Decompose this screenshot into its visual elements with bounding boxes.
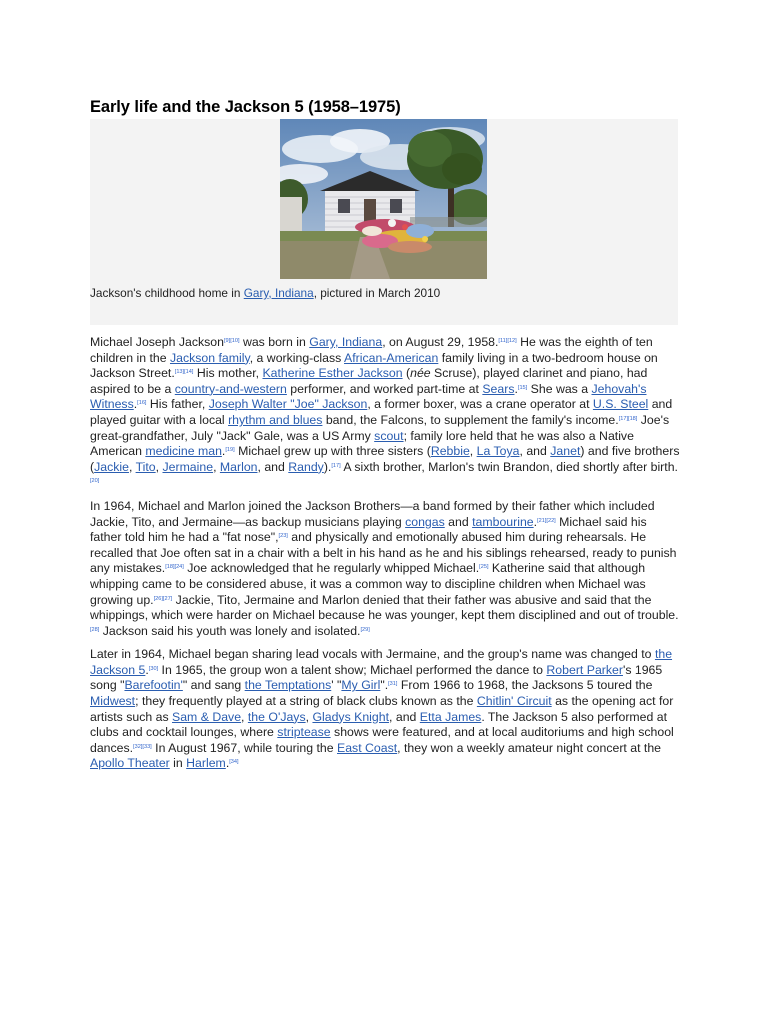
reference-link[interactable]: [22] xyxy=(546,517,556,524)
caption-text: Jackson's childhood home in xyxy=(90,286,244,300)
text-run: Katherine said that although whipping came to be considered abuse, it was a common way to discipline children when Michael was growing up. xyxy=(90,561,646,607)
paragraph-1 xyxy=(90,335,680,491)
text-run: Scruse), played clarinet and piano, had aspired to be a xyxy=(90,366,648,396)
text-run: His mother, xyxy=(193,366,263,381)
text-run: ' " xyxy=(331,678,342,693)
link-congas[interactable]: congas xyxy=(405,514,445,529)
text-run: ; family lore held that he was also a Native American xyxy=(90,428,634,459)
text-run: and xyxy=(444,514,473,529)
text-run: Joe's great-grandfather, July "Jack" Gale, was a US Army xyxy=(90,412,670,443)
reference-link[interactable]: [19] xyxy=(225,447,235,454)
reference-link[interactable]: [32][33] xyxy=(133,743,152,750)
link-randy[interactable]: Randy xyxy=(288,459,324,474)
text-run: , a former boxer, was a crane operator at xyxy=(367,397,593,412)
text-run: , and xyxy=(389,709,420,724)
text-run: ". xyxy=(380,678,389,693)
reference-link[interactable]: [11][12] xyxy=(498,338,517,344)
link-african-american[interactable]: African-American xyxy=(344,350,439,365)
link-country-and-western[interactable]: country-and-western xyxy=(174,381,287,396)
link-medicine-man[interactable]: medicine man xyxy=(145,444,222,459)
link-rhythm-and-blues[interactable]: rhythm and blues xyxy=(228,412,323,427)
reference-link[interactable]: [16] xyxy=(137,400,147,407)
reference-link[interactable]: [31] xyxy=(388,681,398,688)
reference-link[interactable]: [34] xyxy=(229,759,239,766)
text-run: Joe acknowledged that he regularly whipped Michael. xyxy=(183,561,480,576)
text-run: , xyxy=(213,459,220,474)
text-run: ( xyxy=(402,366,411,381)
reference-link[interactable]: [30] xyxy=(148,665,159,672)
link-robert-parker[interactable]: Robert Parker xyxy=(546,662,623,677)
text-run: , a working-class xyxy=(249,350,345,365)
link-tambourine[interactable]: tambourine xyxy=(472,514,534,529)
link-marlon[interactable]: Marlon xyxy=(219,459,258,474)
reference-link[interactable]: [29] xyxy=(360,626,370,633)
link-apollo-theater[interactable]: Apollo Theater xyxy=(90,756,170,771)
italic-text: née xyxy=(410,366,431,381)
text-run: shows were featured, and at local auditoriums and high school dances. xyxy=(90,725,674,755)
text-run: in xyxy=(169,756,187,771)
text-run: ) and five brothers ( xyxy=(90,444,680,474)
text-run: was born in xyxy=(239,335,310,349)
link-the-temptations[interactable]: the Temptations xyxy=(244,678,332,693)
text-run: Jackson said his youth was lonely and isolated. xyxy=(99,623,361,638)
text-run: In 1964, Michael and Marlon joined the Jackson Brothers—a band formed by their father which included Jackie, Tito, and Jermaine—as backup musicians playing xyxy=(90,498,655,529)
paragraph-2 xyxy=(90,499,680,639)
text-run: . The Jackson 5 also performed at clubs and cocktail lounges, where xyxy=(90,709,668,740)
link-sam-dave[interactable]: Sam & Dave xyxy=(172,709,242,724)
text-run: and physically and emotionally abused him during rehearsals. He recalled that Joe often sat in a chair with a belt in his hand as he and his siblings rehearsed, ready to punish any mistakes. xyxy=(90,530,677,576)
text-run: Michael Joseph Jackson xyxy=(90,335,224,349)
reference-link[interactable]: [17] xyxy=(331,462,341,469)
text-run: " and sang xyxy=(182,678,245,693)
figure xyxy=(90,119,678,325)
text-run: band, the Falcons, to supplement the family's income. xyxy=(322,412,619,427)
text-run: , and xyxy=(257,459,289,474)
link-jehovah-s-witness[interactable]: Jehovah's Witness xyxy=(90,381,647,412)
reference-link[interactable]: [15] xyxy=(517,384,528,391)
link-rebbie[interactable]: Rebbie xyxy=(430,444,470,459)
text-run: In August 1967, while touring the xyxy=(151,740,338,755)
childhood-home-photo xyxy=(280,119,487,279)
text-run: A sixth brother, Marlon's twin Brandon, died shortly after birth. xyxy=(340,459,678,474)
reference-link[interactable]: [23] xyxy=(278,533,288,540)
link-gary-indiana[interactable]: Gary, Indiana xyxy=(243,286,314,300)
text-run: family living in a two-bedroom house on Jackson Street. xyxy=(90,350,658,381)
link-the-o-jays[interactable]: the O'Jays xyxy=(247,709,306,724)
paragraph-3 xyxy=(90,647,680,772)
text-run: ; they frequently played at a string of black clubs known as the xyxy=(135,694,477,709)
text-run: Jackie, Tito, Jermaine and Marlon denied that their father was abusive and said that the whippings, which were harder on Michael because he was younger, kept them disciplined and out of trouble. xyxy=(90,592,679,623)
reference-link[interactable]: [26][27] xyxy=(153,595,173,602)
text-run: . xyxy=(225,756,230,771)
link-katherine-esther-jackson[interactable]: Katherine Esther Jackson xyxy=(262,366,403,381)
link-the-jackson-5[interactable]: the Jackson 5 xyxy=(90,647,673,677)
link-gladys-knight[interactable]: Gladys Knight xyxy=(312,709,390,724)
text-run: She was a xyxy=(527,381,592,396)
link-chitlin-circuit[interactable]: Chitlin' Circuit xyxy=(476,694,552,709)
text-run: 's 1965 song " xyxy=(90,662,663,693)
link-harlem[interactable]: Harlem xyxy=(186,756,226,771)
text-run: ). xyxy=(323,459,332,474)
reference-link[interactable]: [13][14] xyxy=(174,369,194,376)
text-run: His father, xyxy=(146,397,209,412)
link-janet[interactable]: Janet xyxy=(550,444,581,459)
text-run: , xyxy=(469,444,477,459)
link-u-s-steel[interactable]: U.S. Steel xyxy=(592,397,649,412)
link-jackie[interactable]: Jackie xyxy=(94,459,129,474)
reference-link[interactable]: [17][18] xyxy=(618,415,638,422)
text-run: , they won a weekly amateur night concert at the xyxy=(397,740,662,755)
article-section xyxy=(90,95,680,772)
link-my-girl[interactable]: My Girl xyxy=(341,678,381,693)
text-run: , on August 29, 1958. xyxy=(382,335,499,349)
text-run: . xyxy=(533,514,538,529)
link-la-toya[interactable]: La Toya xyxy=(476,444,520,459)
reference-link[interactable]: [20] xyxy=(90,478,100,485)
text-run: and played guitar with a local xyxy=(90,397,673,427)
link-gary-indiana[interactable]: Gary, Indiana xyxy=(309,335,383,349)
caption-text: , pictured in March 2010 xyxy=(313,286,441,300)
text-run: . xyxy=(514,381,518,396)
link-barefootin[interactable]: Barefootin' xyxy=(124,678,183,693)
text-run: , xyxy=(241,709,248,724)
link-etta-james[interactable]: Etta James xyxy=(419,709,482,724)
text-run: Michael grew up with three sisters ( xyxy=(234,444,431,459)
text-run: . xyxy=(133,397,138,412)
text-run: . xyxy=(145,662,149,677)
text-run: , xyxy=(155,459,163,474)
text-run: Michael said his father told him he had a "fat nose", xyxy=(90,514,647,545)
link-sears[interactable]: Sears xyxy=(482,381,515,396)
text-run: , and xyxy=(519,444,551,459)
link-east-coast[interactable]: East Coast xyxy=(337,740,398,755)
link-jermaine[interactable]: Jermaine xyxy=(162,459,214,474)
text-run: . xyxy=(221,444,226,459)
link-tito[interactable]: Tito xyxy=(135,459,156,474)
link-midwest[interactable]: Midwest xyxy=(90,694,136,709)
reference-link[interactable]: [18][24] xyxy=(165,564,184,571)
text-run: In 1965, the group won a talent show; Michael performed the dance to xyxy=(158,662,547,677)
link-jackson-family[interactable]: Jackson family xyxy=(169,350,250,365)
text-run: as the opening act for artists such as xyxy=(90,694,674,724)
reference-link[interactable]: [25] xyxy=(479,564,489,571)
reference-link[interactable]: [9][10] xyxy=(223,338,240,344)
section-heading: Early life and the Jackson 5 (1958–1975) xyxy=(90,98,401,116)
link-joseph-walter-joe-jackson[interactable]: Joseph Walter "Joe" Jackson xyxy=(208,397,368,412)
reference-link[interactable]: [28] xyxy=(90,626,100,633)
text-run: , xyxy=(128,459,136,474)
text-run: , xyxy=(305,709,313,724)
link-scout[interactable]: scout xyxy=(374,428,404,443)
text-run: performer, and worked part-time at xyxy=(286,381,483,396)
link-striptease[interactable]: striptease xyxy=(277,725,331,740)
figure-caption xyxy=(90,286,440,300)
text-run: He was the eighth of ten children in the xyxy=(90,335,653,365)
text-run: From 1966 to 1968, the Jacksons 5 toured the xyxy=(397,678,653,693)
reference-link[interactable]: [21] xyxy=(537,517,547,524)
text-run: Later in 1964, Michael began sharing lead vocals with Jermaine, and the group's name was changed to xyxy=(90,647,655,662)
